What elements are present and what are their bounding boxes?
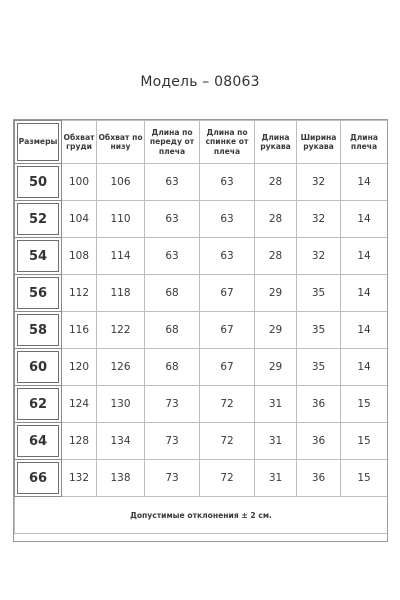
table-cell: 15: [341, 386, 388, 423]
table-cell: 32: [297, 164, 341, 201]
header-sleeve-length: Длина рукава: [255, 121, 297, 164]
table-cell: 14: [341, 238, 388, 275]
table-cell: 36: [297, 386, 341, 423]
table-cell: 72: [200, 460, 255, 497]
table-cell: 14: [341, 275, 388, 312]
size-cell: 56: [15, 275, 62, 312]
tolerance-note: Допустимые отклонения ± 2 см.: [15, 497, 388, 534]
table-row: [15, 201, 388, 238]
table-cell: 15: [341, 423, 388, 460]
table-cell: 118: [97, 275, 145, 312]
table-note-row: [15, 497, 388, 534]
table-cell: 73: [145, 423, 200, 460]
table-cell: 67: [200, 312, 255, 349]
table-row: [15, 386, 388, 423]
table-cell: 63: [145, 238, 200, 275]
table-cell: 14: [341, 201, 388, 238]
table-cell: 114: [97, 238, 145, 275]
table-cell: 28: [255, 238, 297, 275]
table-cell: 130: [97, 386, 145, 423]
table-cell: 104: [62, 201, 97, 238]
size-cell: 62: [15, 386, 62, 423]
table-cell: 35: [297, 275, 341, 312]
table-row: [15, 423, 388, 460]
table-cell: 100: [62, 164, 97, 201]
table-cell: 28: [255, 201, 297, 238]
table-cell: 124: [62, 386, 97, 423]
table-cell: 31: [255, 423, 297, 460]
table-cell: 14: [341, 349, 388, 386]
table-cell: 126: [97, 349, 145, 386]
size-cell: 54: [15, 238, 62, 275]
size-cell: 50: [15, 164, 62, 201]
table-cell: 128: [62, 423, 97, 460]
header-front-length: Длина по переду от плеча: [145, 121, 200, 164]
table-cell: 120: [62, 349, 97, 386]
table-row: [15, 312, 388, 349]
table-cell: 29: [255, 312, 297, 349]
table-cell: 35: [297, 349, 341, 386]
table-cell: 14: [341, 164, 388, 201]
header-chest: Обхват груди: [62, 121, 97, 164]
header-sleeve-width: Ширина рукава: [297, 121, 341, 164]
table-cell: 63: [200, 164, 255, 201]
table-cell: 134: [97, 423, 145, 460]
table-row: [15, 238, 388, 275]
size-cell: 58: [15, 312, 62, 349]
table-cell: 29: [255, 275, 297, 312]
header-hem: Обхват по низу: [97, 121, 145, 164]
table-cell: 68: [145, 312, 200, 349]
table-cell: 36: [297, 460, 341, 497]
table-cell: 106: [97, 164, 145, 201]
table-cell: 112: [62, 275, 97, 312]
table-cell: 68: [145, 275, 200, 312]
table-cell: 67: [200, 349, 255, 386]
page-title: Модель – 08063: [140, 74, 260, 90]
table-cell: 108: [62, 238, 97, 275]
table-cell: 32: [297, 238, 341, 275]
table-cell: 63: [145, 201, 200, 238]
header-back-length: Длина по спинке от плеча: [200, 121, 255, 164]
table-cell: 67: [200, 275, 255, 312]
table-cell: 72: [200, 423, 255, 460]
table-cell: 31: [255, 460, 297, 497]
table-cell: 63: [200, 201, 255, 238]
size-cell: 64: [15, 423, 62, 460]
size-cell: 66: [15, 460, 62, 497]
table-row: [15, 460, 388, 497]
table-row: [15, 275, 388, 312]
table-cell: 32: [297, 201, 341, 238]
table-cell: 110: [97, 201, 145, 238]
table-cell: 35: [297, 312, 341, 349]
table-cell: 73: [145, 386, 200, 423]
header-size: Размеры: [15, 121, 62, 164]
table-cell: 28: [255, 164, 297, 201]
table-cell: 122: [97, 312, 145, 349]
table-cell: 138: [97, 460, 145, 497]
table-cell: 29: [255, 349, 297, 386]
table-cell: 63: [200, 238, 255, 275]
table-cell: 15: [341, 460, 388, 497]
table-cell: 31: [255, 386, 297, 423]
table-header-row: [15, 121, 388, 164]
table-cell: 36: [297, 423, 341, 460]
size-chart-table: [14, 120, 388, 534]
table-row: [15, 349, 388, 386]
table-cell: 116: [62, 312, 97, 349]
header-shoulder-length: Длина плеча: [341, 121, 388, 164]
table-cell: 72: [200, 386, 255, 423]
size-cell: 52: [15, 201, 62, 238]
table-cell: 14: [341, 312, 388, 349]
table-cell: 68: [145, 349, 200, 386]
table-cell: 132: [62, 460, 97, 497]
table-row: [15, 164, 388, 201]
size-cell: 60: [15, 349, 62, 386]
table-cell: 73: [145, 460, 200, 497]
table-cell: 63: [145, 164, 200, 201]
